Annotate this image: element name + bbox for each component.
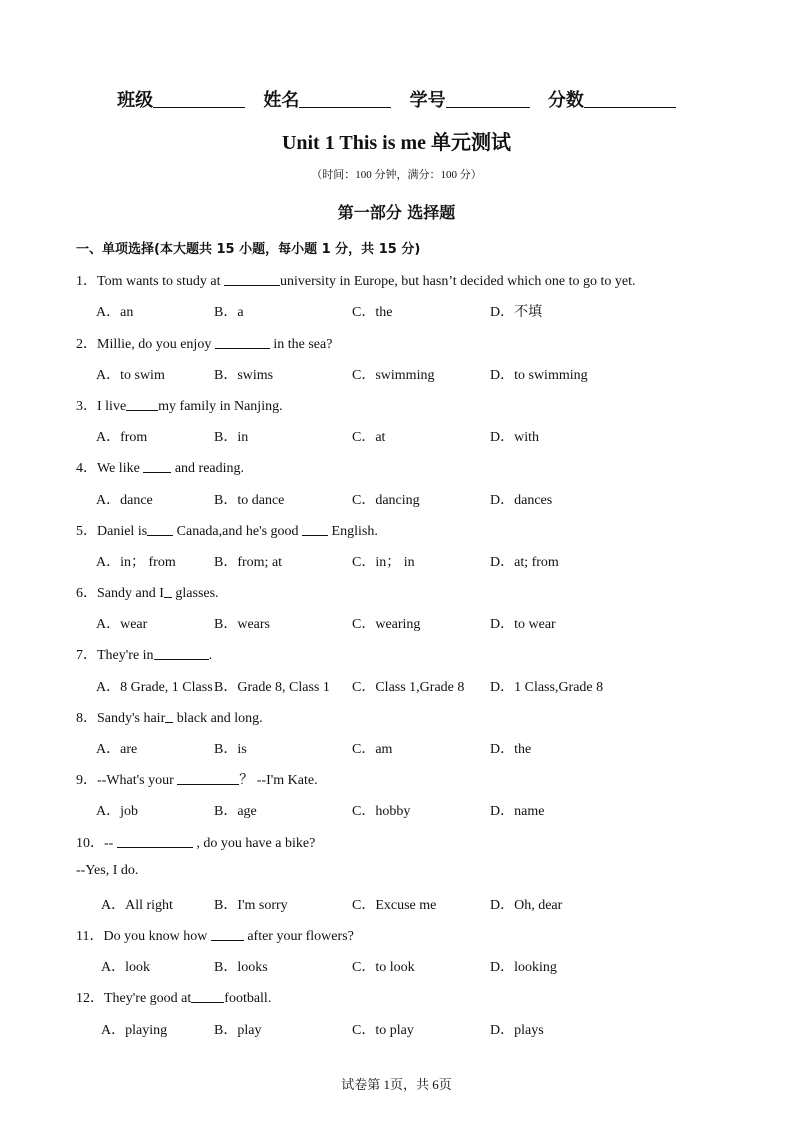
answer-blank[interactable] <box>191 990 224 1003</box>
question-6-option-c[interactable]: C．wearing <box>352 617 421 632</box>
question-3-option-c[interactable]: C．at <box>352 430 386 445</box>
student-info-header <box>0 86 793 112</box>
section-title: 一、单项选择(本大题共 15 小题，每小题 1 分，共 15 分) <box>76 242 421 257</box>
question-10-option-b[interactable]: B．I'm sorry <box>214 898 288 913</box>
question-12-option-b[interactable]: B．play <box>214 1023 262 1038</box>
answer-blank[interactable] <box>117 835 193 848</box>
answer-blank[interactable] <box>147 523 173 536</box>
question-5-option-a[interactable]: A．in； from <box>96 555 176 570</box>
question-7-option-c[interactable]: C．Class 1,Grade 8 <box>352 680 465 695</box>
question-6: 6．Sandy and I glasses. <box>76 586 219 601</box>
answer-blank[interactable] <box>215 336 270 349</box>
question-4-option-c[interactable]: C．dancing <box>352 493 420 508</box>
answer-blank[interactable] <box>211 928 244 941</box>
answer-blank[interactable] <box>154 647 209 660</box>
question-3: 3．I live my family in Nanjing. <box>76 399 283 414</box>
question-11-option-a[interactable]: A．look <box>101 960 150 975</box>
question-9-option-c[interactable]: C．hobby <box>352 804 411 819</box>
question-1-option-c[interactable]: C．the <box>352 305 393 320</box>
question-8: 8．Sandy's hair black and long. <box>76 711 263 726</box>
answer-blank[interactable] <box>302 523 328 536</box>
question-9-option-d[interactable]: D．name <box>490 804 545 819</box>
question-7-option-b[interactable]: B．Grade 8, Class 1 <box>214 680 330 695</box>
question-4: 4．We like and reading. <box>76 461 245 476</box>
question-8-option-b[interactable]: B．is <box>214 742 247 757</box>
question-9: 9．--What's your ？ --I'm Kate. <box>76 773 318 788</box>
name-blank[interactable] <box>299 91 391 108</box>
question-12-option-c[interactable]: C．to play <box>352 1023 414 1038</box>
question-9-option-a[interactable]: A．job <box>96 804 138 819</box>
question-10-option-a[interactable]: A．All right <box>101 898 173 913</box>
answer-blank[interactable] <box>164 585 172 598</box>
question-10-option-c[interactable]: C．Excuse me <box>352 898 437 913</box>
score-field: 分数 <box>548 90 676 111</box>
question-4-option-b[interactable]: B．to dance <box>214 493 285 508</box>
question-10: 10．-- , do you have a bike? <box>76 836 316 851</box>
page-footer: 试卷第 1页，共 6页 <box>341 1077 452 1092</box>
question-4-option-a[interactable]: A．dance <box>96 493 153 508</box>
question-7: 7．They're in . <box>76 648 213 663</box>
question-11-option-b[interactable]: B．looks <box>214 960 268 975</box>
answer-blank[interactable] <box>177 772 239 785</box>
question-2-option-c[interactable]: C．swimming <box>352 368 435 383</box>
question-5: 5．Daniel is Canada,and he's good English. <box>76 524 378 539</box>
question-6-option-b[interactable]: B．wears <box>214 617 270 632</box>
question-8-option-d[interactable]: D．the <box>490 742 532 757</box>
question-1-option-d[interactable]: D．不填 <box>490 305 543 320</box>
question-7-option-a[interactable]: A．8 Grade, 1 Class <box>96 680 213 695</box>
question-2: 2．Millie, do you enjoy in the sea? <box>76 337 333 352</box>
answer-blank[interactable] <box>224 273 280 286</box>
part-title: 第一部分 选择题 <box>337 203 456 222</box>
class-field: 班级 <box>117 90 245 111</box>
question-4-option-d[interactable]: D．dances <box>490 493 553 508</box>
answer-blank[interactable] <box>143 460 171 473</box>
question-8-option-a[interactable]: A．are <box>96 742 138 757</box>
question-11: 11．Do you know how after your flowers? <box>76 929 354 944</box>
question-1-option-a[interactable]: A．an <box>96 305 134 320</box>
question-8-option-c[interactable]: C．am <box>352 742 393 757</box>
question-9-option-b[interactable]: B．age <box>214 804 257 819</box>
question-2-option-b[interactable]: B．swims <box>214 368 274 383</box>
question-11-option-c[interactable]: C．to look <box>352 960 415 975</box>
question-12-option-d[interactable]: D．plays <box>490 1023 544 1038</box>
page-title: Unit 1 This is me 单元测试 <box>281 132 512 154</box>
question-12: 12．They're good at football. <box>76 991 272 1006</box>
answer-blank[interactable] <box>126 398 158 411</box>
question-5-option-d[interactable]: D．at; from <box>490 555 559 570</box>
question-6-option-a[interactable]: A．wear <box>96 617 148 632</box>
question-2-option-d[interactable]: D．to swimming <box>490 368 588 383</box>
question-3-option-b[interactable]: B．in <box>214 430 249 445</box>
student-number-blank[interactable] <box>446 91 530 108</box>
question-1: 1．Tom wants to study at university in Europe, but hasn’t decided which one to go to yet. <box>76 274 636 289</box>
class-blank[interactable] <box>153 91 245 108</box>
question-1-option-b[interactable]: B．a <box>214 305 244 320</box>
question-3-option-a[interactable]: A．from <box>96 430 148 445</box>
question-5-option-b[interactable]: B．from; at <box>214 555 283 570</box>
exam-subtitle: （时间：100 分钟，满分：100 分） <box>311 169 482 181</box>
question-3-option-d[interactable]: D．with <box>490 430 539 445</box>
question-10-reply: --Yes, I do. <box>76 863 139 878</box>
question-10-option-d[interactable]: D．Oh, dear <box>490 898 563 913</box>
question-11-option-d[interactable]: D．looking <box>490 960 557 975</box>
score-blank[interactable] <box>584 91 676 108</box>
question-2-option-a[interactable]: A．to swim <box>96 368 165 383</box>
question-7-option-d[interactable]: D．1 Class,Grade 8 <box>490 680 604 695</box>
question-5-option-c[interactable]: C．in； in <box>352 555 415 570</box>
question-6-option-d[interactable]: D．to wear <box>490 617 556 632</box>
student-number-field: 学号 <box>410 90 530 111</box>
question-12-option-a[interactable]: A．playing <box>101 1023 168 1038</box>
name-field: 姓名 <box>263 90 391 111</box>
